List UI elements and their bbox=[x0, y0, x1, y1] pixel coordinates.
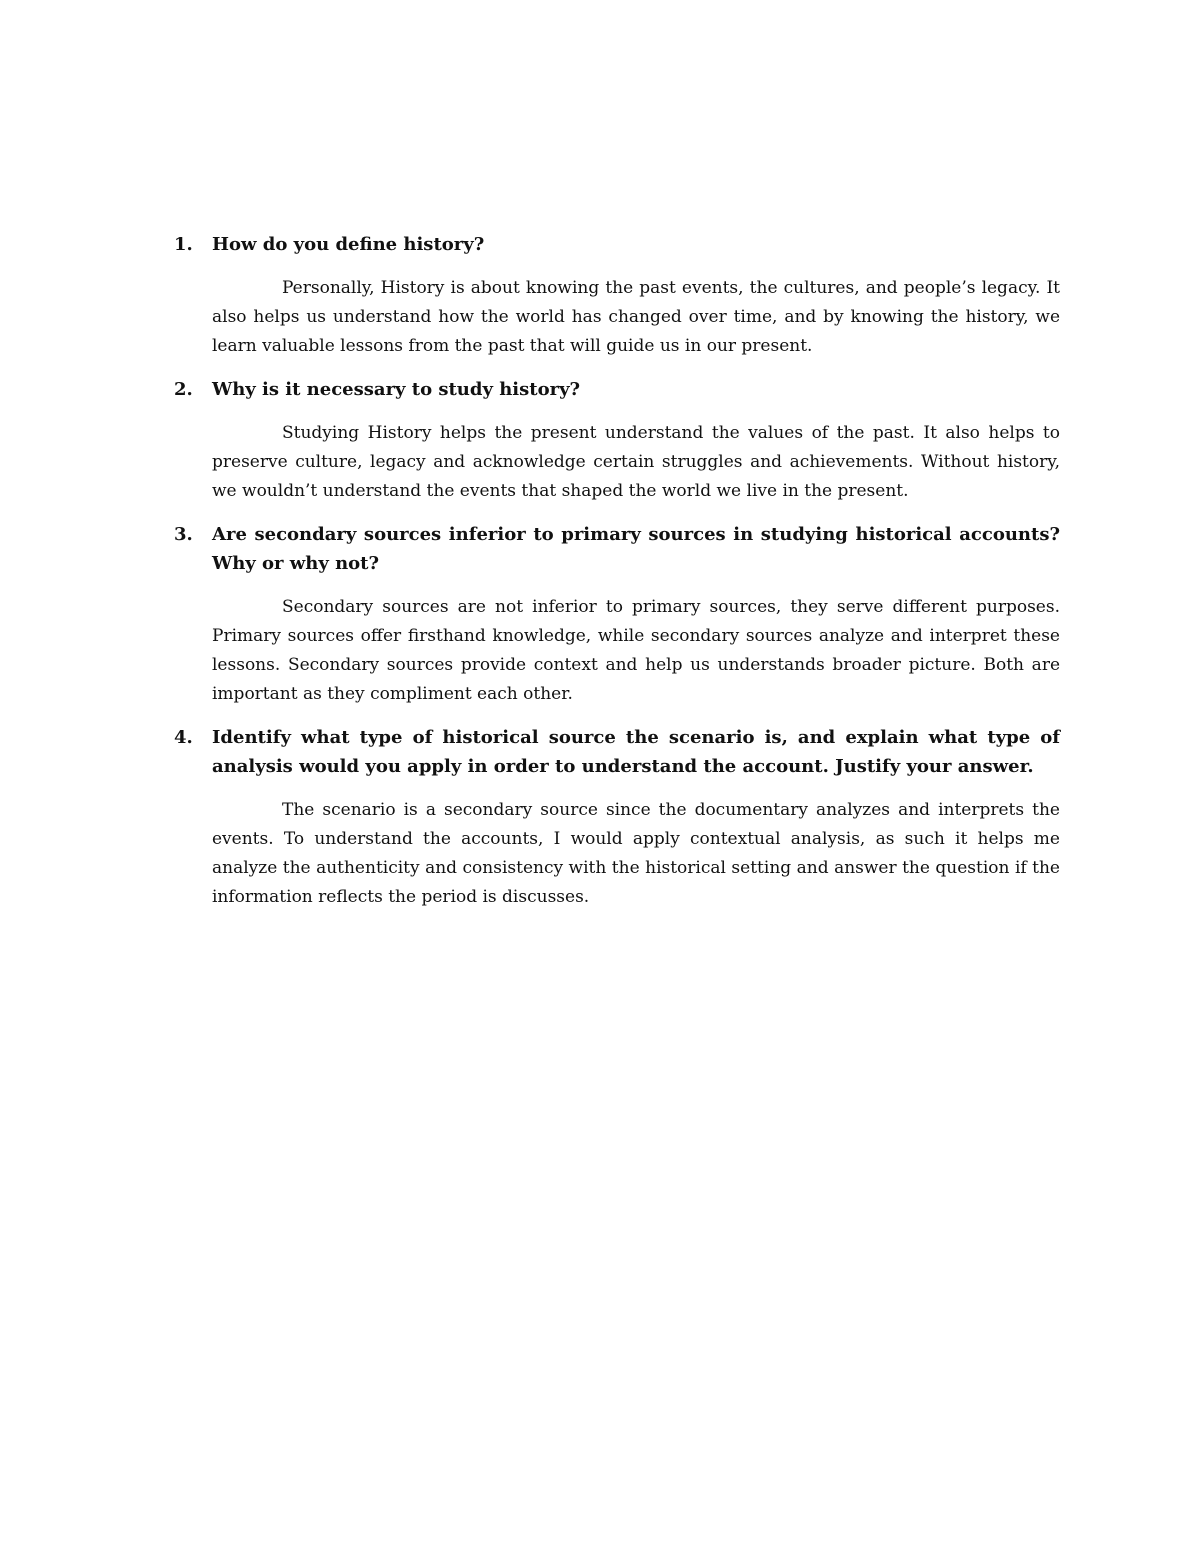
question-text: Are secondary sources inferior to primary sources in studying historical accounts? Why or why not? bbox=[212, 524, 1060, 574]
question-item bbox=[172, 520, 1060, 709]
question-list bbox=[172, 230, 1060, 926]
question-number: 1. bbox=[174, 234, 193, 255]
question-text: Why is it necessary to study history? bbox=[212, 379, 581, 400]
answer-text: The scenario is a secondary source since the documentary analyzes and interprets the events. To understand the accounts, I would apply contextual analysis, as such it helps me analyze the authenticity and consistency with the historical setting and answer the question if the information reflects the period is discusses. bbox=[212, 800, 1060, 907]
question-number: 4. bbox=[174, 727, 193, 748]
question-item bbox=[172, 230, 1060, 361]
question-number: 2. bbox=[174, 379, 193, 400]
answer-text: Secondary sources are not inferior to primary sources, they serve different purposes. Primary sources offer firsthand knowledge, while secondary sources analyze and interpret these lessons. Secondary sources provide context and help us understands broader picture. Both are important as they compliment each other. bbox=[212, 597, 1060, 704]
question-item bbox=[172, 375, 1060, 506]
answer-text: Personally, History is about knowing the past events, the cultures, and people’s legacy. It also helps us understand how the world has changed over time, and by knowing the history, we learn valuable lessons from the past that will guide us in our present. bbox=[212, 278, 1060, 356]
question-text: How do you define history? bbox=[212, 234, 485, 255]
question-item bbox=[172, 723, 1060, 912]
answer-text: Studying History helps the present understand the values of the past. It also helps to preserve culture, legacy and acknowledge certain struggles and achievements. Without history, we wouldn’t understand the events that shaped the world we live in the present. bbox=[212, 423, 1060, 501]
question-number: 3. bbox=[174, 524, 193, 545]
question-text: Identify what type of historical source the scenario is, and explain what type of analysis would you apply in order to understand the account. Justify your answer. bbox=[212, 727, 1060, 777]
